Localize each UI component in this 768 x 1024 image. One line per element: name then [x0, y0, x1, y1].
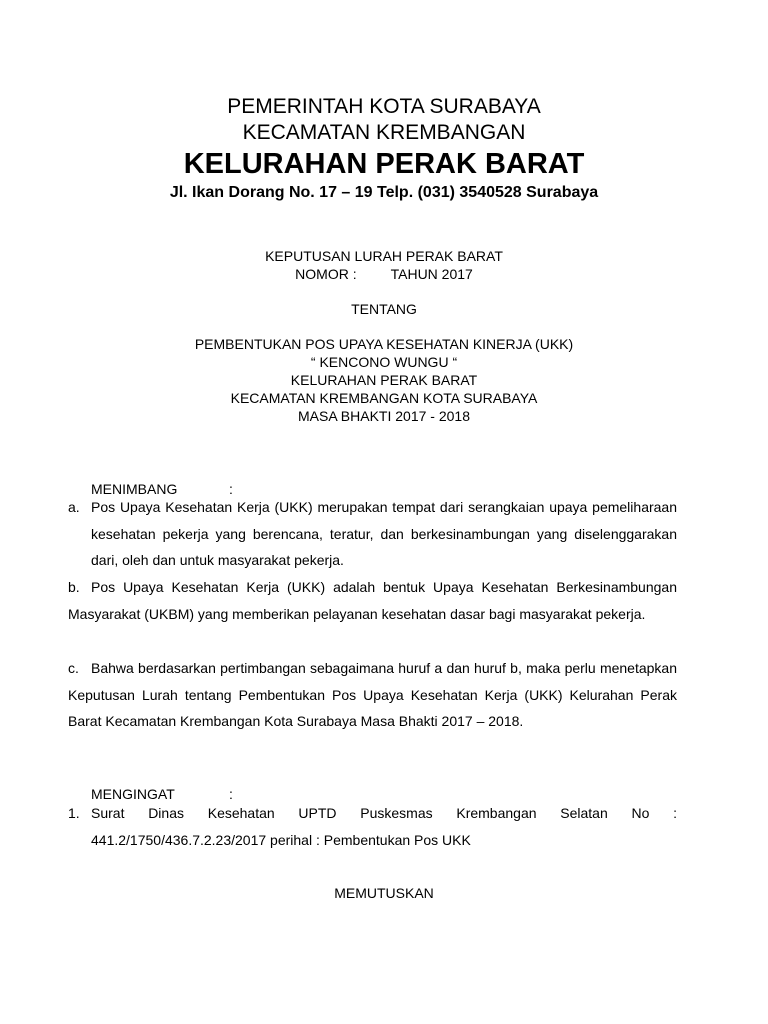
item-marker: 1.: [68, 805, 80, 821]
item-text: Bahwa berdasarkan pertimbangan sebagaimana huruf a dan huruf b, maka perlu menetapkan Keputusan Lurah tentang Pembentukan Pos Upaya Kesehatan Kerja (UKK) Kelurahan Perak Barat Kecamatan Krembangan Kota Surabaya Masa Bhakti 2017 – 2018.: [68, 660, 677, 729]
menimbang-item-a: [68, 494, 677, 574]
item-text: Pos Upaya Kesehatan Kerja (UKK) adalah bentuk Upaya Kesehatan Berkesinambungan Masyarakat (UKBM) yang memberikan pelayanan kesehatan dasar bagi masyarakat pekerja.: [68, 579, 677, 622]
decree-number-year: TAHUN 2017: [390, 266, 473, 282]
decree-number: [0, 265, 768, 283]
letterhead-address: Jl. Ikan Dorang No. 17 – 19 Telp. (031) 3540528 Surabaya: [169, 184, 599, 201]
decree-subject-line: KELURAHAN PERAK BARAT: [290, 372, 478, 388]
item-text: Surat Dinas Kesehatan UPTD Puskesmas Krembangan Selatan No : 441.2/1750/436.7.2.23/2017 perihal : Pembentukan Pos UKK: [91, 805, 677, 848]
item-text: Pos Upaya Kesehatan Kerja (UKK) merupakan tempat dari serangkaian upaya pemeliharaan kesehatan pekerja yang berencana, teratur, dan berkesinambungan yang diselenggarakan dari, oleh dan untuk masyarakat pekerja.: [91, 499, 677, 568]
letterhead-village: KELURAHAN PERAK BARAT: [183, 148, 585, 180]
decree-about: TENTANG: [351, 301, 417, 317]
mengingat-label: MENGINGAT: [91, 786, 175, 802]
menimbang-label: MENIMBANG: [91, 481, 178, 497]
decree-subject-line: “ KENCONO WUNGU “: [310, 354, 458, 370]
letterhead-district: KECAMATAN KREMBANGAN: [242, 121, 526, 144]
decree-number-label: NOMOR :: [295, 266, 357, 282]
decree-subject-line: PEMBENTUKAN POS UPAYA KESEHATAN KINERJA (UKK): [194, 336, 574, 352]
mengingat-item-1: [68, 800, 677, 853]
item-marker: b.: [68, 579, 80, 595]
decree-subject-line: MASA BHAKTI 2017 - 2018: [298, 408, 470, 424]
menimbang-item-b: [68, 574, 677, 627]
item-marker: a.: [68, 499, 80, 515]
item-marker: c.: [68, 660, 79, 676]
memutuskan-heading: MEMUTUSKAN: [334, 885, 434, 901]
decree-subject-line: KECAMATAN KREMBANGAN KOTA SURABAYA: [230, 390, 538, 406]
mengingat-colon: :: [229, 786, 233, 802]
letterhead-government: PEMERINTAH KOTA SURABAYA: [227, 95, 541, 118]
menimbang-item-c: [68, 655, 677, 735]
menimbang-colon: :: [229, 481, 233, 497]
decree-title: KEPUTUSAN LURAH PERAK BARAT: [265, 248, 503, 264]
